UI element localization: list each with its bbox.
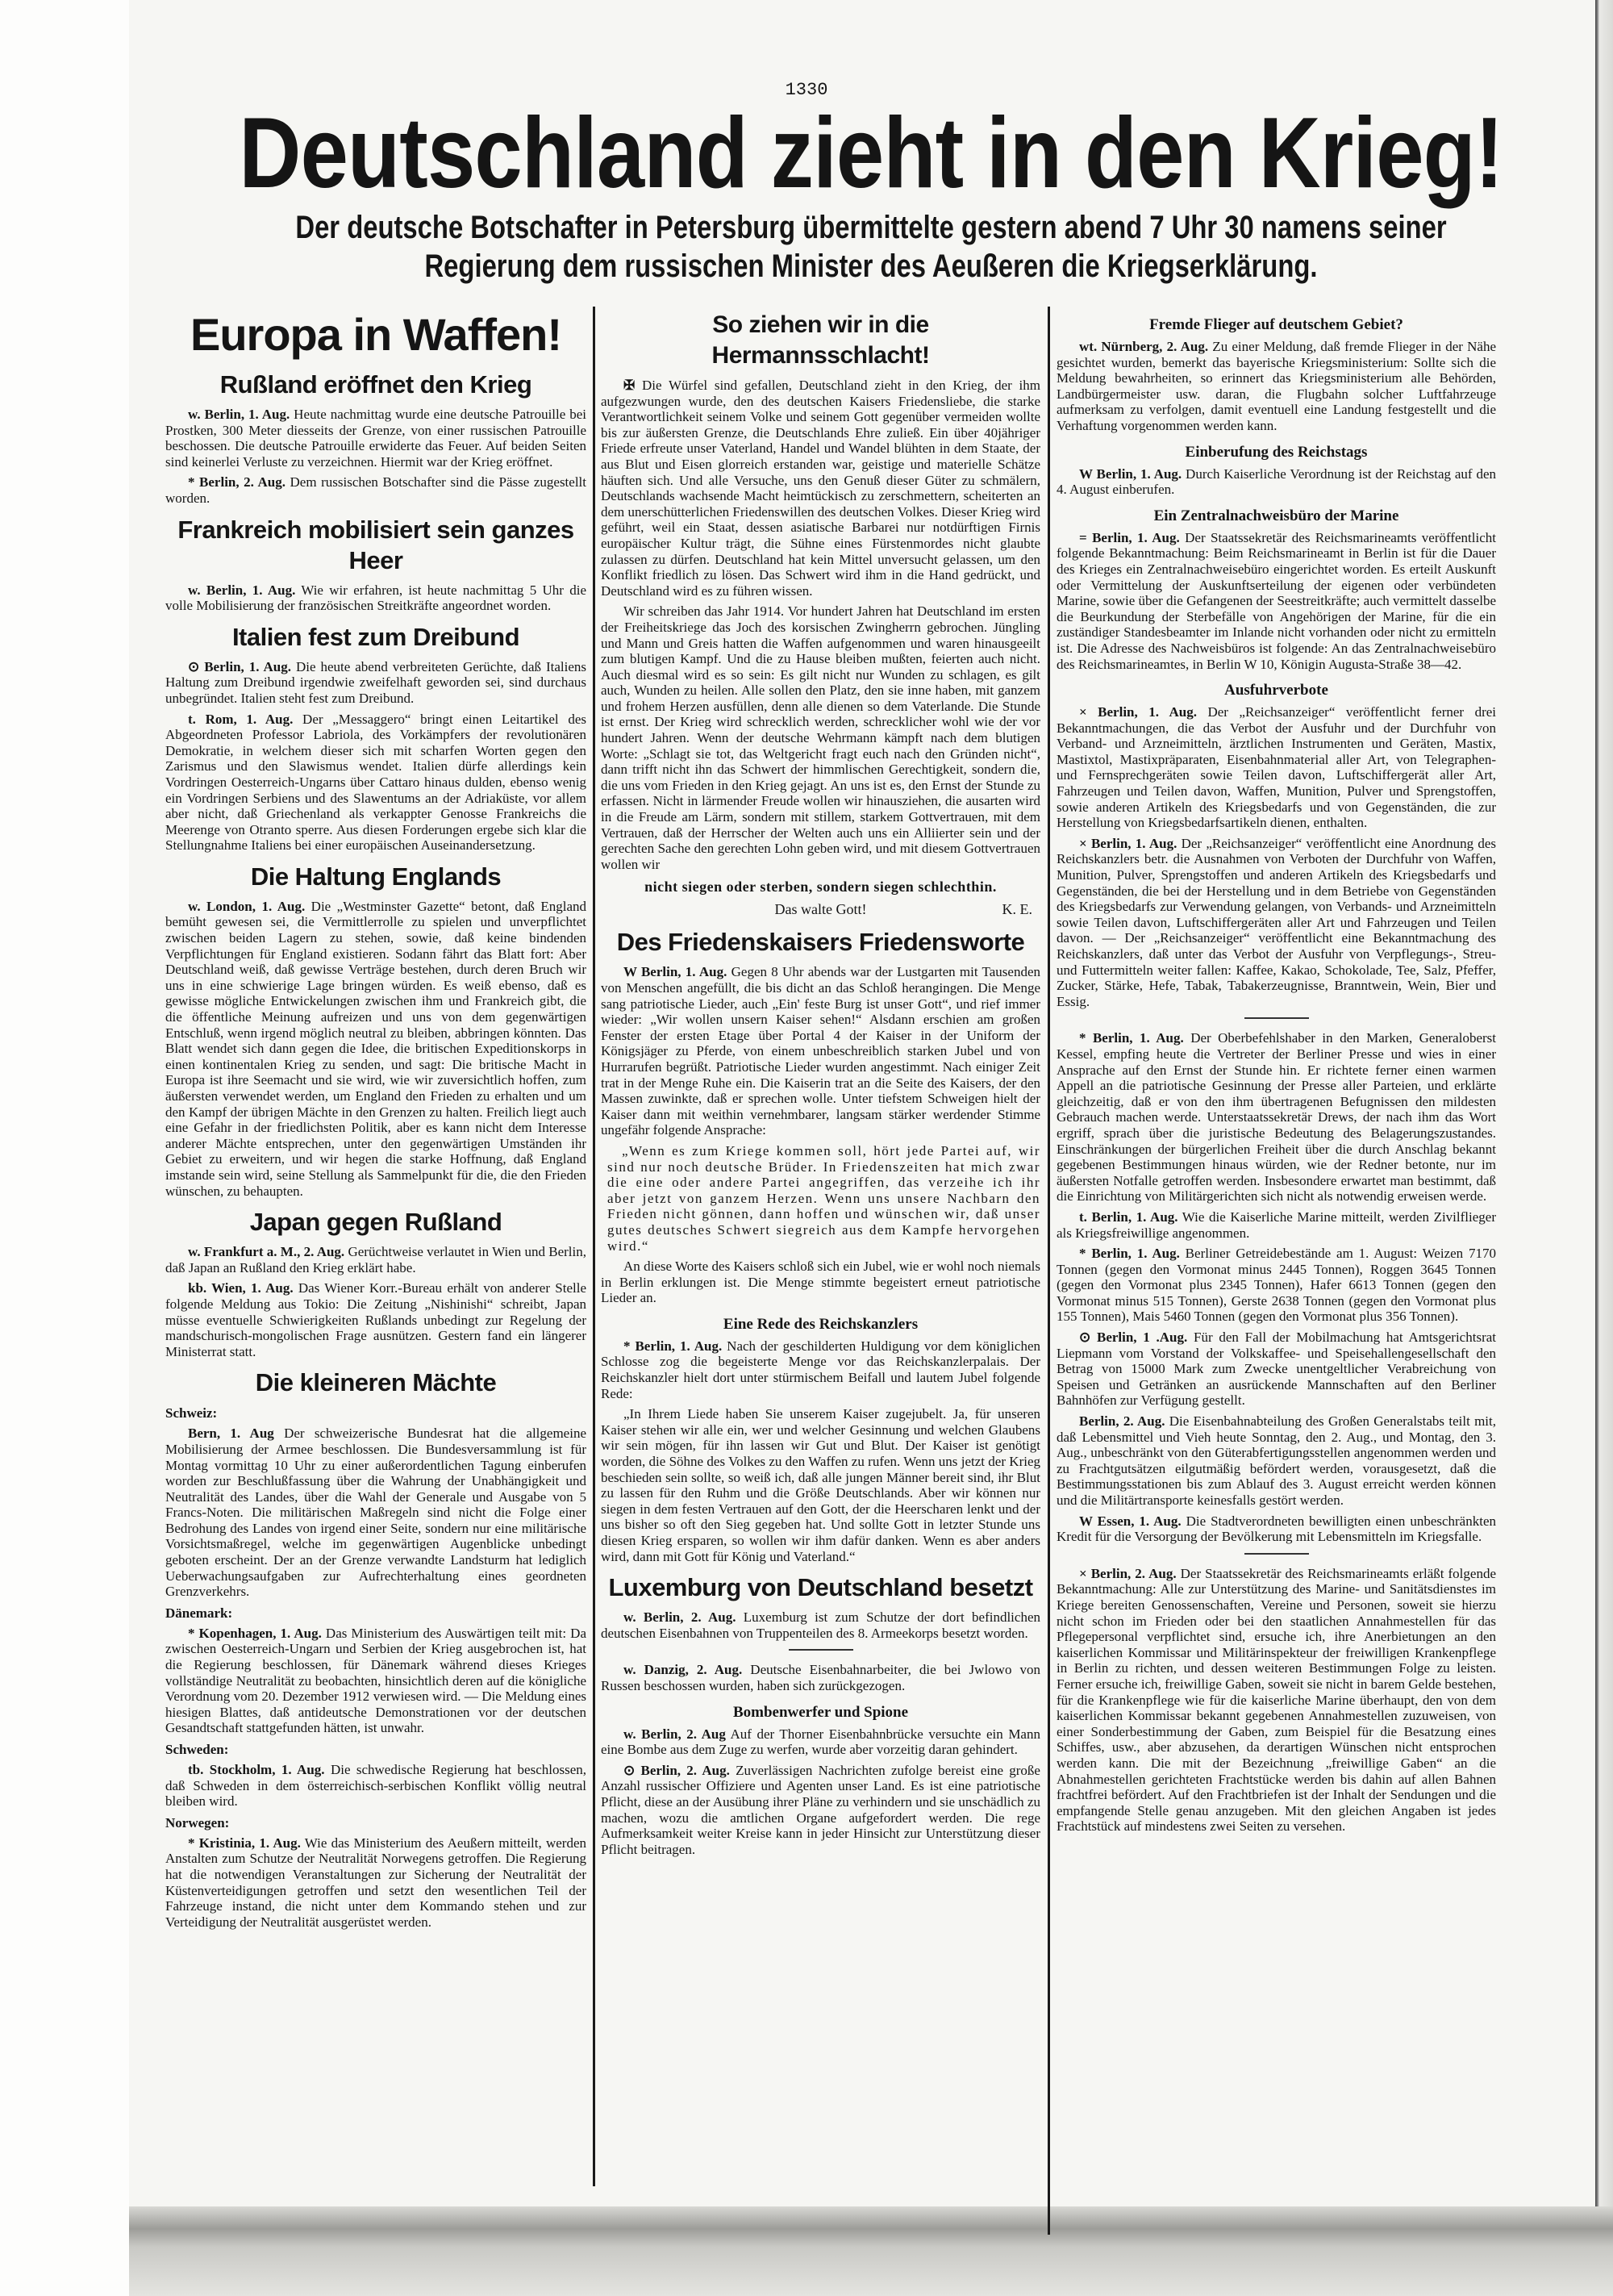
dateline: t. Rom, 1. Aug. bbox=[188, 711, 294, 727]
news-paragraph bbox=[1057, 1513, 1496, 1545]
subheadline-line-1: Der deutsche Botschafter in Petersburg übermittelte gestern abend 7 Uhr 30 namens seiner bbox=[295, 210, 1447, 245]
news-paragraph bbox=[601, 1662, 1040, 1693]
paragraph-text: Wir schreiben das Jahr 1914. Vor hundert Jahren hat Deutschland im ersten der Freiheitskriege das Joch des korsischen Zwingherrn gebrochen. Jüngling und Mann und Greis hatten die Waffen aufgenommen und waren hinausgeeilt zum blutigen Kampf. Und die zu Hause bleiben mußten, feierten auch nicht. Auch diesmal wird es so sein: Es gilt nicht nur Wunden zu schlagen, es gilt auch, Wunden zu heilen. Alle sollen den Platz, den sie inne haben, mit ganzem und frohem Herzen ausfüllen, denn alle dienen so dem Vaterlande. Die Stunde ist ernst. Der Krieg wird schrecklich werden, schrecklicher wohl wie der vor hundert Jahren. Wenn der deutsche Wehrmann kämpft nach dem blutigen Worte: „Schlagt sie tot, das Weltgericht fragt euch nach den Gründen nicht“, dann trifft nicht ihn das Schwert der himmlischen Gerechtigkeit, sondern die, die uns vom Frieden in den Krieg gejagt. An uns ist es, den Ernst der Stunde zu erfassen. Nicht in lärmender Freude wollen wir hinausziehen, die ausarten wird in die Freude am Lärm, sondern mit stillem, starkem Gottvertrauen, mit dem Vertrauen, daß der Herrscher der Welten auch uns ein Alliierter sein und der gerechten Sache den gerechten Lohn geben wird, und mit diesem Gottvertrauen wollen wir bbox=[601, 603, 1040, 872]
dateline: w. Berlin, 2. Aug. bbox=[623, 1609, 736, 1626]
page-number: 1330 bbox=[785, 80, 828, 100]
subheadline-line-2: Regierung dem russischen Minister des Aeußeren die Kriegserklärung. bbox=[424, 248, 1318, 284]
dateline: * Kristinia, 1. Aug. bbox=[188, 1835, 301, 1851]
article-headline: Italien fest zum Dreibund bbox=[231, 622, 520, 651]
article-subheadline: Ein Zentralnachweisbüro der Marine bbox=[1153, 507, 1399, 524]
news-paragraph bbox=[165, 1835, 586, 1931]
dateline: w. Berlin, 1. Aug. bbox=[188, 407, 290, 422]
section-rule bbox=[1244, 1553, 1309, 1555]
news-paragraph bbox=[601, 1338, 1040, 1401]
section-rule bbox=[1244, 1017, 1309, 1019]
paragraph-text: Deutsche Eisenbahnarbeiter, die bei Jwlowo von Russen beschossen wurden, haben sich zurückgezogen. bbox=[601, 1662, 1040, 1693]
news-paragraph bbox=[165, 1762, 586, 1810]
article-subheadline: Fremde Flieger auf deutschem Gebiet? bbox=[1149, 316, 1403, 333]
article-headline: Die kleineren Mächte bbox=[255, 1368, 497, 1397]
dateline: × Berlin, 1. Aug. bbox=[1079, 835, 1177, 851]
dateline: Berlin, 2. Aug. bbox=[1079, 1413, 1165, 1430]
dateline: t. Berlin, 1. Aug. bbox=[1079, 1209, 1178, 1225]
dateline: w. Frankfurt a. M., 2. Aug. bbox=[188, 1244, 345, 1260]
paragraph-text: Auf der Thorner Eisenbahnbrücke versuchte ein Mann eine Bombe aus dem Zuge zu werfen, wurde aber vorzeitig daran gehindert. bbox=[601, 1726, 1040, 1758]
paragraph-text: „In Ihrem Liede haben Sie unserem Kaiser zugejubelt. Ja, für unseren Kaiser stehen wir alle ein, wer und welcher Gesinnung und welchen Glaubens wir sein mögen, für ihn lassen wir Gut und Blut. Der Kaiser ist genötigt worden, die Söhne des Volkes zu den Waffen zu rufen. Wenn uns jetzt der Krieg beschieden sein sollte, so weiß ich, daß alle jungen Männer bereit sind, ihr Blut zu lassen für den Ruhm und die Größe Deutschlands. Aber wir können nur siegen in dem festen Vertrauen auf den Gott, der die Heerscharen lenkt und der uns bisher so oft den Sieg gegeben hat. Und sollte Gott in letzter Stunde uns diesen Krieg ersparen, so wollen wir ihm dafür danken. Wenn es aber anders wird, dann mit Gott für König und Vaterland.“ bbox=[601, 1406, 1040, 1564]
paragraph-text: Der „Reichsanzeiger“ veröffentlicht eine Anordnung des Reichskanzlers betr. die Ausnahmen von Verboten der Durchfuhr von Waffen, Munition, Pulver, Sprengstoffen und anderen Artikeln des Kriegsbedarfs und Gegenständen, die bei der Herstellung und in dem Betriebe von Gegenständen des Kriegsbedarfs zur Verwendung gelangen, von Verbands- und Arzneimitteln sowie Teilen davon, Luftschiffergeräten aller Art und Fahrzeugen und Teilen davon. — Der „Reichsanzeiger“ veröffentlicht eine Bekanntmachung des Reichskanzlers, daß unter das Verbot der Ausfuhr von Verpflegungs-, Streu- und Futtermitteln weiter fallen: Kaffee, Kakao, Schokolade, Tee, Salz, Pfeffer, Zucker, Stärke, Hefe, Tabak, Tabakerzeugnisse, Branntwein, Wein, Bier und Essig. bbox=[1057, 835, 1496, 1009]
dateline: * Kopenhagen, 1. Aug. bbox=[188, 1625, 322, 1641]
dateline: W Essen, 1. Aug. bbox=[1079, 1513, 1182, 1529]
dateline: W Berlin, 1. Aug. bbox=[623, 964, 727, 980]
dateline: = Berlin, 1. Aug. bbox=[1079, 529, 1180, 545]
news-paragraph bbox=[1057, 836, 1496, 1010]
paragraph-text: Berliner Getreidebestände am 1. August: Weizen 7170 Tonnen (gegen den Vormonat minus 2445 Tonnen), Roggen 3645 Tonnen (gegen den Vormonat plus 2345 Tonnen), Hafer 6613 Tonnen (gegen den Vormonat minus 515 Tonnen), Gerste 2638 Tonnen (gegen den Vormonat plus 155 Tonnen), Mais 5460 Tonnen (gegen den Vormonat plus 356 Tonnen). bbox=[1057, 1246, 1496, 1325]
paragraph-text: Luxemburg ist zum Schutze der dort befindlichen deutschen Eisenbahnen von Truppenteilen des 8. Armeekorps besetzt worden. bbox=[601, 1609, 1040, 1641]
main-headline: Deutschland zieht in den Krieg! bbox=[239, 98, 1503, 209]
news-paragraph bbox=[1057, 1330, 1496, 1409]
dateline: Bern, 1. Aug bbox=[188, 1426, 274, 1442]
paragraph-text: Gegen 8 Uhr abends war der Lustgarten mit Tausenden von Menschen angefüllt, die bis dicht an das Schloß herangingen. Die Menge sang patriotische Lieder, auch „Ein' feste Burg ist unser Gott“, und rief immer wieder: „Wir wollen unsern Kaiser sehen!“ Alsdann erschien am großen Fenster der ersten Etage über Portal 4 der Kaiser in der Uniform der Königsjäger zu Pferde, von einem unbeschreiblich starken Jubel und von Hurrarufen begrüßt. Patriotische Lieder wurden angestimmt. Nach einiger Zeit trat in der Menge Ruhe ein. Die Kaiserin trat an die Seite des Kaisers, der den Massen zuwinkte, daß er sprechen wolle. Unter tiefstem Schweigen hielt der Kaiser dann mit weithin vernehmbarer, langsam stärker werdender Stimme ungefähr folgende Ansprache: bbox=[601, 964, 1040, 1138]
dateline: ⊙ Berlin, 2. Aug. bbox=[623, 1762, 730, 1778]
news-paragraph bbox=[165, 659, 586, 707]
paragraph-text: Die Stadtverordneten bewilligten einen unbeschränkten Kredit für die Versorgung der Bevölkerung mit Lebensmitteln im Kriegsfalle. bbox=[1057, 1513, 1496, 1545]
scan-bottom-edge bbox=[129, 2206, 1613, 2296]
news-paragraph bbox=[1057, 1030, 1496, 1204]
article-headline: Luxemburg von Deutschland besetzt bbox=[608, 1573, 1033, 1602]
adjacent-page-edge bbox=[1595, 0, 1613, 2296]
news-paragraph bbox=[165, 474, 586, 506]
dateline: w. Danzig, 2. Aug. bbox=[623, 1662, 743, 1678]
paragraph-text: Wie das Ministerium des Aeußern mitteilt, werden Anstalten zum Schutze der Neutralität Norwegens getroffen. Die Regierung hat die notwendigen Veranstaltungen zur Sicherung der Neutralität der Küstenverteidigungen getroffen und setzt den wesentlichen Teil der Fahrzeuge instand, die nicht unter dem Kommando stehen und zur Verteidigung der Neutralität ausgerüstet werden. bbox=[165, 1835, 586, 1930]
dateline: w. London, 1. Aug. bbox=[188, 898, 306, 914]
dateline: ⊙ Berlin, 1. Aug. bbox=[188, 658, 292, 674]
paragraph-text: Der „Messaggero“ bringt einen Leitartikel des Abgeordneten Professor Labriola, des Vorkämpfers der revolutionären Demokratie, in welchem dieser sich mit scharfen Worten gegen den Zarismus und den Slawismus wendet. Italien dürfe allerdings kein Vordringen Oesterreich-Ungarns über Cattaro hinaus dulden, ebenso wenig ein Vordringen Serbiens und des Slawentums an der Adriaküste, vor allem aber nicht, daß Griechenland als verkappter Genosse Frankreichs die Meerenge von Otranto sperre. Aus diesen Forderungen ergebe sich klar die Stellungnahme Italiens bei einer europäischen Auseinandersetzung. bbox=[165, 711, 586, 854]
paragraph-text: An diese Worte des Kaisers schloß sich ein Jubel, wie er wohl noch niemals in Berlin erklungen ist. Die Menge stimmte begeistert erneut patriotische Lieder an. bbox=[601, 1259, 1040, 1306]
paragraph-text: Die heute abend verbreiteten Gerüchte, daß Italiens Haltung zum Dreibund irgendwie zweifelhaft geworden sei, sind durchaus unbegründet. Italien steht fest zum Dreibund. bbox=[165, 658, 586, 706]
column-right bbox=[1057, 307, 1496, 1839]
paragraph-text: Heute nachmittag wurde eine deutsche Patrouille bei Prostken, 300 Meter diesseits der Grenze, von einer russischen Patrouille beschossen. Die deutsche Patrouille erwiderte das Feuer. Auf beiden Seiten sind keinerlei Verluste zu verzeichnen. Hiermit war der Krieg eröffnet. bbox=[165, 407, 586, 470]
column-divider bbox=[593, 307, 595, 2186]
dateline: w. Berlin, 1. Aug. bbox=[188, 582, 296, 598]
paragraph-text: Für den Fall der Mobilmachung hat Amtsgerichtsrat Liepmann vom Vorstand der Volkskaffee- und Speisehallengesellschaft den Betrag von 15000 Mark zum Zwecke unentgeltlicher Verabreichung von Speisen und Getränken an ausrückende Mannschaften auf den Berliner Bahnhöfen zur Verfügung gestellt. bbox=[1057, 1330, 1496, 1409]
column-divider bbox=[1048, 307, 1050, 2235]
dateline: × Berlin, 1. Aug. bbox=[1079, 704, 1197, 720]
paragraph-text: Der „Reichsanzeiger“ veröffentlicht ferner drei Bekanntmachungen, die das Verbot der Ausfuhr und der Durchfuhr von Verband- und Arzneimitteln, ärztlichen Instrumenten und Geräten, Mastix, Mastixtol, Mastixpräparaten, Eisenbahnmaterial aller Art, von Telegraphen- und Fernsprechgeräten sowie Teilen davon, Luftschiffergerät aller Art, Fahrzeugen und Teilen davon, Waffen, Munition, Pulver und Sprengstoffen, sowie anderen Artikeln des Kriegsbedarfs und von Gegenständen, die zur Herstellung von Kriegsbedarfsartikeln dienen, enthalten. bbox=[1057, 704, 1497, 831]
paragraph-text: Der Staatssekretär des Reichsmarineamts erläßt folgende Bekanntmachung: Alle zur Unterstützung des Marine- und Sanitätsdienstes im Kriege bereiten Genossenschaften, Vereine und Personen, soweit sie hierzu nicht schon im Frieden oder bei den staatlichen Annahmestellen für das Pflegepersonal verpflichtet sind, ersuche ich, ihre Anerbietungen an den kaiserlichen Kommissar und Militärinspekteur der freiwilligen Krankenpflege in Berlin zu richten, und dessen weiteren Bestimmungen Folge zu leisten. Ferner ersuche ich, freiwillige Gaben, soweit sie nicht in barem Gelde bestehen, für die Krankenpflege wie für die kaiserliche Marine überhaupt, den von dem kaiserlichen Kommissar bekannt gegebenen Annahmestellen zuzuweisen, von einer Sonderbestimmung der Gaben, zum Beispiel für die Besatzung eines Schiffes, usw., aber abzusehen, da derartigen Wünschen nicht entsprochen werden kann. Die mit der Bezeichnung „freiwillige Gaben“ an die Abnahmestellen gerichteten Frachtstücke werden bis dahin auf allen Bahnen frachtfrei befördert. Auf den Frachtbriefen ist der Inhalt der Sendungen und die empfangende Stelle genau anzugeben. Mit den gleichen Angaben ist jedes Frachtstück auf mindestens zwei Seiten zu versehen. bbox=[1057, 1565, 1496, 1835]
paragraph-text: Die Würfel sind gefallen, Deutschland zieht in den Krieg, der ihm aufgezwungen wurde, den des deutschen Kaisers Friedensliebe, die starke Verantwortlichkeit seinem Volke und seinem Gott gegenüber vermeiden wollte bis zur äußersten Grenze, die Deutschlands Ehre zuließ. Ein über 40jähriger Friede erfreute unser Vaterland, Handel und Wandel blühten in dem Staate, der aus Blut und Eisen glorreich erstanden war, geistige und materielle Schätze häuften sich. Und alle Versuche, uns den Genuß dieser Güter zu schmälern, Deutschlands wachsende Macht heimtückisch zu zerschmettern, scheiterten an dem unerschütterlichen Friedenswillen des deutschen Volkes. Dieser Krieg wird geführt, weil ein Staat, dessen asiatische Barbarei nur notdürftigen Firnis europäischer Kultur trägt, die Sühne eines Fürstenmordes nicht glaubte zulassen zu dürfen. Deutschland hat kein Mittel unversucht gelassen, um den Konflikt friedlich zu lösen. Das Schwert wird ihm in die Hand gedrückt, und Deutschland wird es zu führen wissen. bbox=[601, 378, 1040, 599]
column-left bbox=[165, 307, 586, 1935]
news-paragraph bbox=[1057, 704, 1496, 831]
news-paragraph bbox=[1057, 1413, 1496, 1509]
article-headline: Des Friedenskaisers Friedensworte bbox=[616, 928, 1025, 957]
news-paragraph bbox=[165, 582, 586, 614]
news-paragraph bbox=[165, 712, 586, 854]
dateline: * Berlin, 1. Aug. bbox=[623, 1338, 723, 1354]
dateline: wt. Nürnberg, 2. Aug. bbox=[1079, 339, 1209, 354]
country-label: Dänemark: bbox=[165, 1605, 233, 1621]
paragraph-text: Der Staatssekretär des Reichsmarineamts veröffentlicht folgende Bekanntmachung: Beim Reichsmarineamt in Berlin ist für die Dauer des Krieges ein Zentralnachweisebüro eingerichtet worden. Es erteilt Auskunft oder Vermittelung der Auskunftserteilung der eigenen oder verbündeten Marine, sowie über die Gefangenen der Seestreitkräfte; auch vermittelt dasselbe die Beurkundung der Sterbefälle von Angehörigen der Marine, für die ein zuständiger Standesbeamter im Inlande nicht vorhanden oder nicht zu ermitteln ist. Die Adresse des Nachweisbüros ist folgende: An das Zentralnachweisebüro des Reichsmarineamtes, in Berlin W 10, Königin Augusta-Straße 38—42. bbox=[1057, 529, 1496, 672]
country-label: Norwegen: bbox=[165, 1814, 230, 1831]
paragraph-text: Der Oberbefehlshaber in den Marken, Generaloberst Kessel, empfing heute die Vertreter der Berliner Presse und wies in einer Ansprache auf den Ernst der Stunde hin. Er richtete ferner einen warmen Appell an die patriotische Gesinnung der Presse aller Parteien, und erklärte gleichzeitig, daß er von den ihm übertragenen Befugnissen den mildesten Gebrauch machen werde. Unterstaatssekretär Drews, der nach ihm das Wort ergriff, sprach über die juristische Bedeutung des Belagerungszustandes. Einschränkungen der bürgerlichen Freiheit über die durch Anschlag bekannt gegebenen Bestimmungen hinaus würden, wie der Redner betonte, nur im äußersten Notfalle getroffen werden. Insbesondere erwartet man bestimmt, daß die Einrichtung von Militärgerichten sich nicht als notwendig erweisen werde. bbox=[1057, 1030, 1496, 1204]
article-headline: Die Haltung Englands bbox=[250, 862, 502, 891]
dateline: tb. Stockholm, 1. Aug. bbox=[188, 1762, 325, 1777]
article-headline: Frankreich mobilisiert sein ganzes Heer bbox=[177, 515, 574, 574]
closing-line: Das walte Gott! bbox=[774, 901, 867, 918]
paragraph-text: Die „Westminster Gazette“ betont, daß England bemüht gewesen sei, die Vermittlerrolle zu spielen und unverpflichtet zwischen beiden Lagern zu stehen, sowie, daß keine bindenden Verpflichtungen für England existieren. Sodann fährt das Blatt fort: Aber Deutschland weiß, daß gewisse Verträge bestehen, durch deren Bruch wir uns in eine schwierige Lage bringen würden. Es weiß ebenso, daß es gewisse mögliche Entwickelungen zwischen ihm und Frankreich gibt, die die öffentliche Meinung aufreizen und uns von dem gegenwärtigen Entschluß, wenn irgend möglich neutral zu bleiben, abbringen könnten. Das Blatt wendet sich dann gegen die Idee, die britischen Expeditionskorps in einen kontinentalen Krieg zu senden, und sagt: Die britische Macht in Europa ist ihre Seemacht und sie wird, wie wir zuversichtlich hoffen, zum äußersten verwendet werden, um England den Frieden zu erhalten und um den Kampf der übrigen Mächte in den Grenzen zu halten. Freilich liegt auch eine Gefahr in der friedlichsten Politik, aber es kann nicht dem Interesse anderer Mächte entsprechen, unter den gegenwärtigen Umständen ihr Gebiet zu erweitern, und wir hegen die starke Hoffnung, daß England imstande sein wird, seine Stellung als Sammelpunkt für die, die den Frieden wünschen, zu behaupten. bbox=[165, 898, 586, 1199]
news-paragraph bbox=[601, 378, 1040, 599]
dateline: × Berlin, 2. Aug. bbox=[1079, 1565, 1177, 1581]
paragraph-text: Nach der geschilderten Huldigung vor dem königlichen Schlosse zog die begeisterte Menge vor das Reichskanzlerpalais. Der Reichskanzler hielt dort unter stürmischem Beifall und lautem Jubel folgende Rede: bbox=[601, 1338, 1040, 1401]
news-paragraph bbox=[601, 1763, 1040, 1858]
scan-margin bbox=[0, 0, 130, 2296]
news-paragraph bbox=[1057, 466, 1496, 498]
news-paragraph bbox=[601, 1609, 1040, 1641]
article-subheadline: Bombenwerfer und Spione bbox=[732, 1703, 909, 1721]
news-paragraph bbox=[1057, 530, 1496, 672]
dateline: w. Berlin, 2. Aug bbox=[623, 1726, 726, 1742]
news-paragraph bbox=[165, 407, 586, 470]
speech-quote: „Wenn es zum Kriege kommen soll, hört jede Partei auf, wir sind nur noch deutsche Brüder. In Friedenszeiten hat mich zwar die eine oder andere Partei angegriffen, das verzeihe ich ihr aber jetzt von ganzem Herzen. Wenn uns unsere Nachbarn den Frieden nicht gönnen, dann hoffen und wünschen wir, daß unser gutes deutsches Schwert siegreich aus dem Kampfe hervorgehen wird.“ bbox=[607, 1142, 1040, 1254]
news-paragraph bbox=[601, 1259, 1040, 1306]
paragraph-text: Durch Kaiserliche Verordnung ist der Reichstag auf den 4. August einberufen. bbox=[1057, 465, 1496, 498]
paragraph-text: Dem russischen Botschafter sind die Pässe zugestellt worden. bbox=[165, 474, 586, 506]
news-paragraph bbox=[165, 1280, 586, 1359]
paragraph-text: Der schweizerische Bundesrat hat die allgemeine Mobilisierung der Armee beschlossen. Die Bundesversammlung ist für Montag vormittag 10 Uhr zu einer außerordentlichen Tagung einberufen worden zur Beschlußfassung über die Wahrung der Unabhängigkeit und Neutralität des Landes, über die Wahl der Generale und Ausgabe von 5 Francs-Noten. Die militärischen Maßregeln sind nicht die Folge einer Bedrohung des Landes von irgend einer Seite, sondern nur eine militärische Vorsichtsmaßregel, welche im gegenwärtigen Augenblicke unbedingt geboten erscheint. Der an der Grenze verwandte Landsturm hat lediglich Ueberwachungsaufgaben zur Aufrechterhaltung eines geordneten Grenzverkehrs. bbox=[165, 1426, 586, 1600]
news-paragraph bbox=[165, 899, 586, 1199]
news-paragraph bbox=[1057, 1566, 1496, 1835]
article-subheadline: Ausfuhrverbote bbox=[1224, 682, 1328, 699]
news-paragraph bbox=[165, 1626, 586, 1736]
news-paragraph bbox=[601, 603, 1040, 872]
article-subheadline: Eine Rede des Reichskanzlers bbox=[723, 1315, 919, 1333]
closing-line-bold: nicht siegen oder sterben, sondern siegen schlechthin. bbox=[644, 879, 997, 895]
article-headline: Japan gegen Rußland bbox=[249, 1208, 502, 1237]
article-headline: So ziehen wir in die Hermannsschlacht! bbox=[711, 311, 930, 369]
article-subheadline: Einberufung des Reichstags bbox=[1185, 443, 1368, 461]
column-middle bbox=[601, 307, 1040, 1862]
section-headline: Europa in Waffen! bbox=[190, 309, 561, 360]
paragraph-text: Wie wir erfahren, ist heute nachmittag 5 Uhr die volle Mobilisierung der französischen Streitkräfte angeordnet worden. bbox=[165, 582, 586, 614]
news-paragraph bbox=[1057, 1209, 1496, 1241]
dateline: ✠ bbox=[623, 378, 636, 393]
news-paragraph bbox=[601, 1406, 1040, 1564]
paragraph-text: Die schwedische Regierung hat beschlossen, daß Schweden in dem österreichisch-serbischen Konflikt völlig neutral bleiben wird. bbox=[165, 1762, 586, 1810]
paragraph-text: Das Wiener Korr.-Bureau erhält von anderer Stelle folgende Meldung aus Tokio: Die Zeitung „Nishinishi“ schreibt, Japan müsse eventuelle Schwierigkeiten Rußlands unbedingt zur Regelung der mandschurisch-mongolischen Frage ausnützen. Gestern fand ein längerer Ministerrat statt. bbox=[165, 1280, 587, 1359]
paragraph-text: Gerüchtweise verlautet in Wien und Berlin, daß Japan an Rußland den Krieg erklärt habe. bbox=[165, 1244, 587, 1275]
section-rule bbox=[789, 1649, 853, 1651]
paragraph-text: Die Eisenbahnabteilung des Großen Generalstabs teilt mit, daß Lebensmittel und Vieh heute Sonntag, den 2. Aug., und Montag, den 3. Aug., unbeschränkt von den Güterabfertigungsstellen angenommen werden und zu Frachtgutsätzen eilgutmäßig befördert werden, vorausgesetzt, daß die Bestimmungsstationen bis zum Ablauf des 3. August erreicht werden können und die Militärtransporte keinesfalls gestört werden. bbox=[1057, 1413, 1497, 1508]
news-paragraph bbox=[165, 1426, 586, 1600]
news-paragraph bbox=[1057, 1246, 1496, 1325]
dateline: W Berlin, 1. Aug. bbox=[1079, 465, 1182, 482]
author-signature: K. E. bbox=[1002, 901, 1032, 918]
dateline: * Berlin, 2. Aug. bbox=[188, 474, 286, 491]
country-label: Schweden: bbox=[165, 1742, 229, 1757]
news-paragraph bbox=[1057, 339, 1496, 434]
news-paragraph bbox=[165, 1244, 586, 1275]
dateline: ⊙ Berlin, 1 .Aug. bbox=[1079, 1330, 1188, 1346]
dateline: * Berlin, 1. Aug. bbox=[1079, 1030, 1184, 1046]
news-paragraph bbox=[601, 964, 1040, 1138]
country-label: Schweiz: bbox=[165, 1405, 218, 1421]
news-paragraph bbox=[601, 1726, 1040, 1758]
article-headline: Rußland eröffnet den Krieg bbox=[219, 370, 532, 399]
paragraph-text: Zuverlässigen Nachrichten zufolge bereist eine große Anzahl russischer Offiziere und Agenten unser Land. Es ist eine patriotische Pflicht, diese an der Ausübung ihrer Pläne zu verhindern und sie unschädlich zu machen, wozu die amtlichen Organe aufgefordert werden. Die rege Aufmerksamkeit weiter Kreise kann in jeder Hinsicht zur Unterstützung dieser Pflicht beitragen. bbox=[601, 1762, 1040, 1857]
dateline: kb. Wien, 1. Aug. bbox=[188, 1280, 294, 1296]
paragraph-text: Das Ministerium des Auswärtigen teilt mit: Da zwischen Oesterreich-Ungarn und Serbien der Krieg ausgebrochen ist, hat die Regierung beschlossen, für Dänemark während dieses Krieges vollständige Neutralität zu beobachten, hinsichtlich deren auf die königliche Verordnung vom 20. Dezember 1912 verwiesen wird. — Die Meldung eines hiesigen Blattes, daß antideutsche Demonstrationen vor der deutschen Gesandtschaft stattgefunden hätten, ist unwahr. bbox=[165, 1625, 586, 1736]
dateline: * Berlin, 1. Aug. bbox=[1079, 1246, 1180, 1262]
paragraph-text: Zu einer Meldung, daß fremde Flieger in der Nähe gesichtet wurden, bemerkt das bayerische Kriegsministerium: Sollte sich die Meldung bewahrheiten, so erinnert das Kriegsministerium alle Behörden, Landbürgermeister usw. daran, die Flugbahn solcher Luftfahrzeuge aufmerksam zu verfolgen, damit eventuell eine Landung festgestellt und die Verhaftung vorgenommen werden kann. bbox=[1057, 339, 1496, 433]
paragraph-text: Wie die Kaiserliche Marine mitteilt, werden Zivilflieger als Kriegsfreiwillige angenommen. bbox=[1057, 1209, 1496, 1241]
